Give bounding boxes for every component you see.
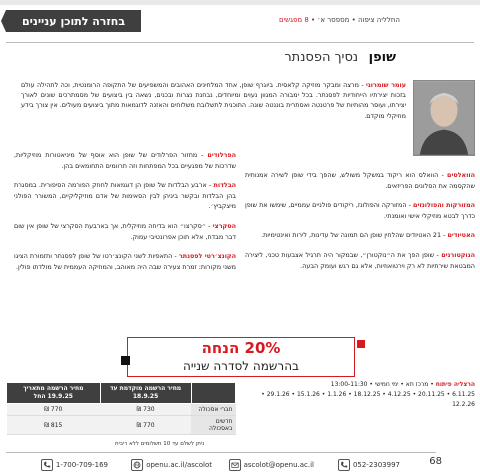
- back-to-contents-button[interactable]: בחזרה לתוכן עניינים: [6, 10, 141, 32]
- decorative-square-red: [357, 340, 365, 348]
- breadcrumb-sessions: 8 מפגשים: [278, 16, 309, 24]
- price-table-header: [7, 383, 236, 404]
- discount-promo: [127, 337, 355, 377]
- topics-column-left: [14, 150, 236, 281]
- schedule-details: • מרכז תא • ימי חמישי • 13:00-11:30: [330, 381, 436, 388]
- price-early: 730 ₪: [100, 404, 191, 416]
- topic-key: האטיודים: [447, 231, 475, 240]
- topic-item: [245, 170, 475, 191]
- globe-icon: [131, 459, 143, 471]
- topic-text: - המזורקה והפולונז, ריקודים פולניים עממיים, שימשו את שופן כדרך לבטא מוזיקלי אישי ואומנתי.: [245, 201, 475, 220]
- lecturer-photo: [413, 80, 475, 156]
- discount-subtitle: בהרשמה לסדרה שנייה: [183, 359, 299, 373]
- topic-key: המזורקות והפולונזים: [413, 201, 475, 210]
- contact-website[interactable]: [131, 458, 212, 471]
- email-address: ascolot@openu.ac.il: [243, 460, 314, 469]
- price-late: 770 ₪: [7, 404, 101, 416]
- contact-phone-secondary[interactable]: [41, 458, 108, 471]
- topic-item: [245, 230, 475, 241]
- table-row: [7, 404, 236, 416]
- topic-item: [14, 251, 236, 272]
- contact-email[interactable]: [229, 458, 314, 471]
- schedule-dates: 6.11.25 • 20.11.25 • 4.12.25 • 18.12.25 • 1.1.26 • 15.1.26 • 29.1.26 • 12.2.26: [261, 391, 475, 408]
- course-subject: נסיך הפסנתר: [284, 50, 359, 65]
- topic-text: - שופן הפך את ה״נוקטורן״, שבמקור היה תרגיל אצבעות טכני, ליצירה המבטאת שירתיות לא רק וירטואוזיות, אלא גם רגש ועומק הבעה.: [245, 250, 475, 270]
- phone-icon: [41, 459, 53, 471]
- mail-icon: [229, 459, 241, 471]
- topic-text: - התאפיות לשני הקונצ׳רטו של שופן לפסנתר ותזמורת הציגו משני מקורות: זמרת צעירה שבה היה מאוהב, והמוזיקה העממית של מולדתו פולין.: [14, 252, 236, 271]
- discount-amount: 20% הנחה: [201, 339, 281, 357]
- topic-key: הסקרצי: [212, 221, 236, 230]
- footer-divider: [6, 452, 436, 453]
- table-row: [7, 416, 236, 435]
- installments-note: ניתן לשלם עד 10 תשלומים ללא ריבית: [115, 441, 205, 447]
- topic-text: - 21 האטיודים שהלחין שופן הם תמונה של עדינות, לירות ואינטימיות.: [261, 231, 448, 240]
- schedule-info: [245, 380, 475, 410]
- schedule-location: הרצליה פיתוח: [435, 381, 475, 388]
- topic-item: [245, 250, 475, 271]
- website-url: openu.ac.il/ascolot: [146, 460, 212, 469]
- header-divider: [6, 42, 474, 43]
- topic-item: [14, 221, 236, 242]
- contact-phone[interactable]: [338, 458, 400, 471]
- price-header-early: מחיר הרשמה מוקדמת עד 18.9.25: [100, 383, 191, 404]
- phone-number-secondary: 1-700-709-169: [55, 460, 108, 469]
- price-early: 770 ₪: [100, 416, 191, 435]
- price-late: 815 ₪: [7, 416, 101, 435]
- topic-text: - הוואלס הוא ריקוד במשקל משולש, שהפך בידי שופן לשירה אמנותית שהקסמה את הסלונים הפריזאים.: [245, 171, 475, 190]
- topic-text: - ״סקרצו״ הוא בדיחה מוזיקלית, אך בארבעת הסקרצי של שופן אין שום דבר מבדח, אלא תוכן אפרונטיבי עמוק.: [14, 221, 236, 241]
- top-stripe: [0, 0, 480, 5]
- topic-key: הוואלסים: [447, 171, 475, 179]
- breadcrumb-main: החלליה ציפוה • מספסר א׳: [317, 16, 400, 24]
- price-header-late: מחיר הרשמה מתאריך 19.9.25 החל: [7, 383, 101, 404]
- price-header-spacer: [191, 383, 235, 404]
- page-number: 68: [429, 456, 442, 467]
- lecturer-bio: [21, 80, 406, 121]
- topic-item: [245, 200, 475, 221]
- course-title: [284, 50, 396, 65]
- decorative-square-black: [121, 356, 130, 365]
- topic-key: הפרלודים: [207, 151, 236, 159]
- price-row-label: חברי אסכולה: [191, 404, 235, 416]
- topic-item: [14, 150, 236, 171]
- phone-icon: [338, 459, 350, 471]
- breadcrumb: החלליה ציפוה • מספסר א׳ • 8 מפגשים: [278, 16, 400, 24]
- course-name: שופן: [368, 50, 396, 65]
- price-table: [6, 382, 236, 435]
- topic-key: הנוקטורנים: [441, 250, 475, 259]
- price-row-label: חדשים באסכולה: [191, 416, 235, 435]
- topic-key: הקונצ׳רטי לפסנתר: [178, 252, 236, 261]
- portrait-icon: [414, 81, 474, 155]
- topic-text: - מחזור הפרלודים של שופן הוא אוסף של מיניאטורות מוזיקליות, שדרכות של מפגעיים בכל המפתחות וזה תרוומים התחומאים בהן.: [14, 151, 236, 170]
- topic-item: [14, 180, 236, 212]
- phone-number: 052-2303997: [352, 460, 400, 469]
- topics-column-right: [245, 170, 475, 280]
- bio-text: - מרצה ומבקר מוזיקה קלאסית. ביוגרף שופן, אחד המלחינים האהובים והמשפיעים של התקופה הרומנטית, וכה לתהילה עולם בזכות יצירתיו הייחודיות לפסנתר. בכל ימבורה המגוון נעוים ומיוחדים, נבחנת נצרות ובכנים, נשאה בין ביצועים של מסמתרכים שונים לאורך יצירתו, ועוסר מהותיות של פרטנטה ואסתרית בוננטה שונה. התוכנית לתשלובת משלוחים והאזנה לדוגמאות מתוך ביצועים מעולים. אין צורך בידע מוזיקלי מוקדם.: [21, 81, 406, 120]
- topic-text: - ארבע הבלדות של שופן הן דוגמאות לחוזק הפורמה הסיפורית. במסגרת בהן הבלדות ובקשר ביניהן לבין הסאימות של אדם מוזיקליקיים, המשורר הפולני מיצקביץ׳.: [14, 181, 236, 211]
- topic-key: הבלדות: [213, 181, 236, 190]
- lecturer-name: עומר שומרוני: [366, 81, 406, 89]
